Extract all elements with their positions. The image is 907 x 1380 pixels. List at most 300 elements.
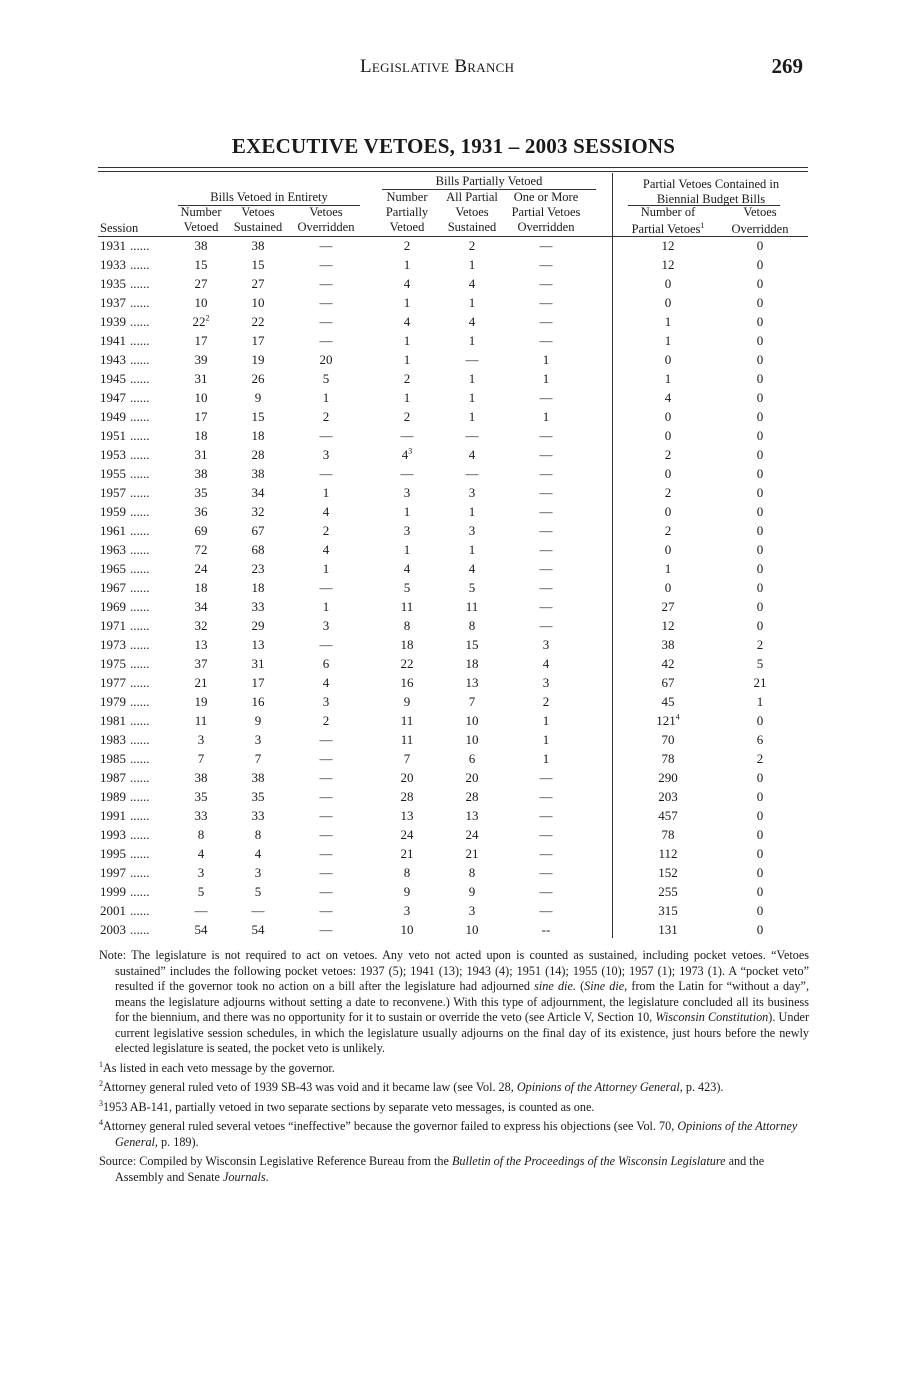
table-row — [0, 540, 907, 559]
budget-vetoes-overridden-cell — [728, 616, 792, 635]
vetoes-sustained-cell-value: 4 — [254, 846, 262, 861]
budget-partial-vetoes-cell-value: 0 — [664, 542, 672, 557]
vetoes-sustained-cell — [232, 825, 284, 844]
session-year: 1933 — [100, 257, 126, 272]
budget-partial-vetoes-cell-value: 38 — [661, 637, 675, 652]
vetoes-sustained-cell — [232, 920, 284, 939]
number-vetoed-cell-value: 31 — [194, 447, 208, 462]
budget-partial-vetoes-cell — [626, 540, 710, 559]
number-partially-vetoed-cell — [384, 882, 430, 901]
footnote-mark: 3 — [408, 446, 413, 456]
vetoes-sustained-cell-value: 33 — [251, 808, 265, 823]
number-partially-vetoed-cell-value: 1 — [403, 352, 411, 367]
vetoes-overridden-cell-value: 3 — [322, 447, 330, 462]
notes-section — [99, 948, 809, 1189]
number-vetoed-cell-value: 7 — [197, 751, 205, 766]
number-partially-vetoed-cell-value: 8 — [403, 618, 411, 633]
vetoes-overridden-cell-value: — — [319, 732, 333, 747]
all-partial-sustained-cell — [444, 559, 500, 578]
session-cell — [100, 673, 178, 692]
header-entirety-group: Bills Vetoed in Entirety — [210, 190, 328, 204]
budget-vetoes-overridden-cell — [728, 464, 792, 483]
vetoes-overridden-cell-value: 3 — [322, 618, 330, 633]
budget-vetoes-overridden-cell — [728, 844, 792, 863]
partial-overridden-cell — [514, 483, 578, 502]
budget-vetoes-overridden-cell-value: 0 — [756, 390, 764, 405]
all-partial-sustained-cell-value: 4 — [468, 447, 476, 462]
budget-vetoes-overridden-cell-value: 0 — [756, 599, 764, 614]
budget-partial-vetoes-cell — [626, 426, 710, 445]
number-vetoed-cell — [176, 901, 226, 920]
number-partially-vetoed-cell-value: 3 — [403, 485, 411, 500]
vetoes-sustained-cell-value: 38 — [251, 466, 265, 481]
session-leader-dots: ...... — [130, 238, 150, 253]
number-vetoed-cell-value: 22 — [192, 314, 206, 329]
budget-vetoes-overridden-cell-value: 2 — [756, 751, 764, 766]
session-leader-dots: ...... — [130, 561, 150, 576]
budget-vetoes-overridden-cell-value: 0 — [756, 580, 764, 595]
source-text-b: Bulletin of the Proceedings of the Wisconsin Legislature — [451, 1154, 726, 1168]
partial-overridden-cell — [514, 711, 578, 730]
partial-overridden-cell-value: — — [539, 542, 553, 557]
session-year: 1941 — [100, 333, 126, 348]
all-partial-sustained-cell — [444, 635, 500, 654]
partial-overridden-cell-value: — — [539, 428, 553, 443]
vetoes-sustained-cell-value: 9 — [254, 390, 262, 405]
footnote-4-text-a: Attorney general ruled several vetoes “ineffective” because the governor failed to express his objections (see Vol. 70, — [103, 1119, 678, 1133]
vetoes-sustained-cell — [232, 559, 284, 578]
vetoes-sustained-cell — [232, 521, 284, 540]
number-partially-vetoed-cell — [384, 464, 430, 483]
vetoes-overridden-cell-value: 4 — [322, 542, 330, 557]
session-leader-dots: ...... — [130, 390, 150, 405]
budget-vetoes-overridden-cell-value: 0 — [756, 884, 764, 899]
number-partially-vetoed-cell — [384, 863, 430, 882]
number-partially-vetoed-cell-value: 3 — [403, 523, 411, 538]
session-cell — [100, 331, 178, 350]
table-row — [0, 255, 907, 274]
budget-vetoes-overridden-cell-value: 0 — [756, 276, 764, 291]
partial-overridden-cell-value: 3 — [542, 675, 550, 690]
partial-overridden-cell — [514, 578, 578, 597]
all-partial-sustained-cell-value: 18 — [465, 656, 479, 671]
partial-overridden-cell — [514, 920, 578, 939]
budget-partial-vetoes-cell — [626, 673, 710, 692]
vetoes-overridden-cell — [296, 407, 356, 426]
vetoes-overridden-cell — [296, 445, 356, 464]
partial-overridden-cell — [514, 901, 578, 920]
vetoes-sustained-cell — [232, 787, 284, 806]
vetoes-overridden-cell-value: — — [319, 238, 333, 253]
table-row — [0, 426, 907, 445]
table-row — [0, 768, 907, 787]
general-note — [99, 948, 809, 1057]
budget-partial-vetoes-cell-value: 78 — [661, 827, 675, 842]
number-vetoed-cell — [176, 673, 226, 692]
budget-vetoes-overridden-cell — [728, 559, 792, 578]
budget-partial-vetoes-cell — [626, 388, 710, 407]
all-partial-sustained-cell — [444, 236, 500, 255]
number-partially-vetoed-cell-value: 1 — [403, 542, 411, 557]
all-partial-sustained-cell-value: 1 — [468, 542, 476, 557]
vetoes-overridden-cell-value: — — [319, 314, 333, 329]
all-partial-sustained-cell — [444, 806, 500, 825]
number-partially-vetoed-cell — [384, 578, 430, 597]
source-note — [99, 1154, 809, 1185]
session-cell — [100, 426, 178, 445]
number-vetoed-cell — [176, 616, 226, 635]
session-leader-dots: ...... — [130, 656, 150, 671]
vetoes-overridden-cell-value: — — [319, 637, 333, 652]
number-partially-vetoed-cell-value: 1 — [403, 504, 411, 519]
budget-vetoes-overridden-cell-value: 0 — [756, 314, 764, 329]
vetoes-sustained-cell — [232, 540, 284, 559]
table-row — [0, 464, 907, 483]
session-cell — [100, 255, 178, 274]
partial-overridden-cell — [514, 730, 578, 749]
vetoes-sustained-cell-value: 23 — [251, 561, 265, 576]
budget-vetoes-overridden-cell-value: 0 — [756, 770, 764, 785]
partial-overridden-cell — [514, 540, 578, 559]
budget-vetoes-overridden-cell — [728, 369, 792, 388]
vetoes-sustained-cell-value: 54 — [251, 922, 265, 937]
session-leader-dots: ...... — [130, 447, 150, 462]
number-partially-vetoed-cell — [384, 502, 430, 521]
budget-vetoes-overridden-cell-value: 0 — [756, 789, 764, 804]
session-leader-dots: ...... — [130, 409, 150, 424]
number-partially-vetoed-cell-value: 4 — [401, 447, 409, 462]
number-vetoed-cell — [176, 312, 226, 331]
budget-partial-vetoes-cell-value: 0 — [664, 466, 672, 481]
session-cell — [100, 369, 178, 388]
header-budget-line1: Partial Vetoes Contained in — [642, 177, 780, 191]
note-text-e: from the Latin for “without a day”, means the legislature adjourns without setting a date to reconvene.) With this type of adjournment, the legislature concluded all its business for the biennium, and there was no opportunity for it to sustain or override the veto (see Article V, Section 10, — [115, 979, 810, 1024]
vetoes-overridden-cell-value: — — [319, 333, 333, 348]
session-year: 1955 — [100, 466, 126, 481]
all-partial-sustained-cell-value: 1 — [468, 371, 476, 386]
budget-vetoes-overridden-cell-value: 5 — [756, 656, 764, 671]
budget-partial-vetoes-cell — [626, 597, 710, 616]
vetoes-overridden-cell-value: 4 — [322, 675, 330, 690]
budget-vetoes-overridden-cell-value: 1 — [756, 694, 764, 709]
number-partially-vetoed-cell — [384, 673, 430, 692]
vetoes-sustained-cell — [232, 350, 284, 369]
budget-partial-vetoes-cell-value: 0 — [664, 409, 672, 424]
page-number: 269 — [771, 54, 803, 78]
budget-vetoes-overridden-cell-value: 0 — [756, 238, 764, 253]
budget-vetoes-overridden-cell-value: 21 — [753, 675, 767, 690]
header-pv-2-text: Partial Vetoes — [631, 222, 701, 236]
budget-vetoes-overridden-cell — [728, 825, 792, 844]
vetoes-sustained-cell-value: 31 — [251, 656, 265, 671]
budget-partial-vetoes-cell-value: 4 — [664, 390, 672, 405]
partial-overridden-cell — [514, 597, 578, 616]
vetoes-overridden-cell — [296, 920, 356, 939]
vetoes-overridden-cell — [296, 901, 356, 920]
vetoes-sustained-cell — [232, 445, 284, 464]
session-cell — [100, 236, 178, 255]
table-row — [0, 882, 907, 901]
all-partial-sustained-cell — [444, 388, 500, 407]
session-year: 1967 — [100, 580, 126, 595]
number-partially-vetoed-cell — [384, 350, 430, 369]
partial-overridden-cell — [514, 464, 578, 483]
table-row — [0, 597, 907, 616]
budget-partial-vetoes-cell — [626, 806, 710, 825]
session-leader-dots: ...... — [130, 713, 150, 728]
partial-overridden-cell — [514, 502, 578, 521]
number-vetoed-cell-value: 24 — [194, 561, 208, 576]
all-partial-sustained-cell — [444, 673, 500, 692]
session-cell — [100, 749, 178, 768]
vetoes-sustained-cell — [232, 863, 284, 882]
partial-overridden-cell-value: — — [539, 808, 553, 823]
vetoes-overridden-cell-value: — — [319, 257, 333, 272]
vetoes-overridden-cell — [296, 464, 356, 483]
partial-overridden-cell-value: — — [539, 580, 553, 595]
header-vo-2: Overridden — [297, 220, 355, 234]
number-vetoed-cell — [176, 350, 226, 369]
partial-overridden-cell — [514, 312, 578, 331]
number-partially-vetoed-cell-value: 11 — [400, 713, 414, 728]
all-partial-sustained-cell — [444, 882, 500, 901]
partial-overridden-cell-value: — — [539, 447, 553, 462]
all-partial-sustained-cell — [444, 597, 500, 616]
budget-partial-vetoes-cell — [626, 692, 710, 711]
note-text-g: ). Under current legislative session schedules, in which the legislature usually adjourns on the final day of its existence, just hours before the newly elected legislature is seated, the pocket veto is unlikely. — [115, 1010, 810, 1055]
budget-partial-vetoes-cell — [626, 578, 710, 597]
all-partial-sustained-cell — [444, 502, 500, 521]
session-cell — [100, 464, 178, 483]
number-vetoed-cell — [176, 559, 226, 578]
table-row — [0, 407, 907, 426]
vetoes-overridden-cell — [296, 806, 356, 825]
vetoes-sustained-cell — [232, 502, 284, 521]
number-vetoed-cell — [176, 635, 226, 654]
number-partially-vetoed-cell — [384, 692, 430, 711]
budget-vetoes-overridden-cell — [728, 236, 792, 255]
number-partially-vetoed-cell-value: 10 — [400, 922, 414, 937]
vetoes-sustained-cell-value: 27 — [251, 276, 265, 291]
vetoes-overridden-cell — [296, 692, 356, 711]
all-partial-sustained-cell-value: 1 — [468, 504, 476, 519]
header-pv-1: Number of — [640, 205, 696, 219]
partial-overridden-cell-value: — — [539, 903, 553, 918]
budget-vetoes-overridden-cell — [728, 350, 792, 369]
vetoes-sustained-cell — [232, 388, 284, 407]
partial-overridden-cell — [514, 787, 578, 806]
header-ap-1: All Partial — [446, 190, 498, 204]
session-leader-dots: ...... — [130, 789, 150, 804]
vetoes-sustained-cell-value: 15 — [251, 257, 265, 272]
session-year: 1995 — [100, 846, 126, 861]
session-year: 1935 — [100, 276, 126, 291]
all-partial-sustained-cell-value: 28 — [465, 789, 479, 804]
budget-vetoes-overridden-cell-value: 0 — [756, 827, 764, 842]
vetoes-overridden-cell — [296, 730, 356, 749]
session-cell — [100, 635, 178, 654]
source-text-e: . — [265, 1169, 269, 1184]
session-cell — [100, 863, 178, 882]
vetoes-sustained-cell-value: 17 — [251, 675, 265, 690]
all-partial-sustained-cell — [444, 901, 500, 920]
vetoes-sustained-cell-value: 3 — [254, 732, 262, 747]
number-partially-vetoed-cell-value: 1 — [403, 257, 411, 272]
session-leader-dots: ...... — [130, 371, 150, 386]
number-partially-vetoed-cell — [384, 901, 430, 920]
vetoes-sustained-cell — [232, 464, 284, 483]
vetoes-overridden-cell — [296, 844, 356, 863]
vetoes-sustained-cell — [232, 901, 284, 920]
table-row — [0, 730, 907, 749]
vetoes-sustained-cell-value: 13 — [251, 637, 265, 652]
number-vetoed-cell — [176, 464, 226, 483]
vetoes-sustained-cell — [232, 616, 284, 635]
budget-vetoes-overridden-cell — [728, 768, 792, 787]
budget-partial-vetoes-cell-value: 315 — [658, 903, 678, 918]
number-partially-vetoed-cell — [384, 388, 430, 407]
vetoes-sustained-cell-value: 17 — [251, 333, 265, 348]
number-partially-vetoed-cell-value: 7 — [403, 751, 411, 766]
vetoes-overridden-cell — [296, 597, 356, 616]
number-partially-vetoed-cell — [384, 825, 430, 844]
header-vs-1: Vetoes — [241, 205, 275, 219]
number-partially-vetoed-cell — [384, 635, 430, 654]
number-vetoed-cell — [176, 711, 226, 730]
all-partial-sustained-cell — [444, 407, 500, 426]
vetoes-overridden-cell — [296, 255, 356, 274]
number-vetoed-cell — [176, 749, 226, 768]
number-vetoed-cell-value: 35 — [194, 789, 208, 804]
vetoes-sustained-cell — [232, 312, 284, 331]
number-partially-vetoed-cell-value: 11 — [400, 599, 414, 614]
table-row — [0, 483, 907, 502]
vetoes-overridden-cell — [296, 521, 356, 540]
budget-partial-vetoes-cell-value: 0 — [664, 428, 672, 443]
vetoes-overridden-cell-value: 2 — [322, 523, 330, 538]
partial-overridden-cell-value: — — [539, 884, 553, 899]
session-leader-dots: ...... — [130, 618, 150, 633]
all-partial-sustained-cell-value: 21 — [465, 846, 479, 861]
budget-partial-vetoes-cell-value: 0 — [664, 276, 672, 291]
budget-vetoes-overridden-cell — [728, 654, 792, 673]
vetoes-overridden-cell-value: 1 — [322, 599, 330, 614]
all-partial-sustained-cell — [444, 483, 500, 502]
vetoes-overridden-cell-value: — — [319, 884, 333, 899]
number-partially-vetoed-cell-value: 4 — [403, 314, 411, 329]
number-partially-vetoed-cell — [384, 654, 430, 673]
partial-overridden-cell-value: — — [539, 257, 553, 272]
table-row — [0, 369, 907, 388]
session-cell — [100, 521, 178, 540]
number-partially-vetoed-cell — [384, 749, 430, 768]
budget-partial-vetoes-cell — [626, 635, 710, 654]
session-cell — [100, 388, 178, 407]
all-partial-sustained-cell — [444, 464, 500, 483]
all-partial-sustained-cell-value: 10 — [465, 732, 479, 747]
vetoes-sustained-cell-value: 22 — [251, 314, 265, 329]
source-text-c: and the Assembly and Senate — [115, 1154, 765, 1184]
partial-overridden-cell-value: — — [539, 846, 553, 861]
all-partial-sustained-cell-value: 1 — [468, 390, 476, 405]
vetoes-sustained-cell-value: 32 — [251, 504, 265, 519]
header-om-1: One or More — [513, 190, 579, 204]
session-year: 1949 — [100, 409, 126, 424]
session-leader-dots: ...... — [130, 466, 150, 481]
session-cell — [100, 502, 178, 521]
header-pv-2 — [622, 222, 714, 237]
number-partially-vetoed-cell — [384, 711, 430, 730]
vetoes-overridden-cell-value: — — [319, 865, 333, 880]
footnote-4-text-c: p. 189). — [157, 1134, 199, 1149]
top-rule — [98, 167, 808, 168]
budget-partial-vetoes-cell-value: 27 — [661, 599, 675, 614]
vetoes-overridden-cell-value: 5 — [322, 371, 330, 386]
budget-vetoes-overridden-cell-value: 0 — [756, 257, 764, 272]
table-row — [0, 293, 907, 312]
all-partial-sustained-cell-value: 5 — [468, 580, 476, 595]
vetoes-sustained-cell — [232, 483, 284, 502]
number-vetoed-cell — [176, 920, 226, 939]
budget-partial-vetoes-cell-value: 12 — [661, 618, 675, 633]
number-vetoed-cell — [176, 407, 226, 426]
budget-partial-vetoes-cell — [626, 255, 710, 274]
budget-vetoes-overridden-cell — [728, 293, 792, 312]
budget-partial-vetoes-cell-value: 1 — [664, 371, 672, 386]
number-vetoed-cell-value: 31 — [194, 371, 208, 386]
budget-partial-vetoes-cell-value: 2 — [664, 523, 672, 538]
number-partially-vetoed-cell-value: 9 — [403, 694, 411, 709]
number-partially-vetoed-cell-value: 20 — [400, 770, 414, 785]
budget-vetoes-overridden-cell — [728, 483, 792, 502]
header-pvo-2: Overridden — [731, 222, 789, 236]
table-row — [0, 635, 907, 654]
header-vo-1: Vetoes — [309, 205, 343, 219]
budget-vetoes-overridden-cell — [728, 920, 792, 939]
budget-vetoes-overridden-cell-value: 0 — [756, 561, 764, 576]
budget-partial-vetoes-cell-value: 457 — [658, 808, 678, 823]
number-vetoed-cell — [176, 369, 226, 388]
vetoes-sustained-cell-value: 10 — [251, 295, 265, 310]
all-partial-sustained-cell-value: 1 — [468, 333, 476, 348]
vetoes-sustained-cell — [232, 654, 284, 673]
vetoes-sustained-cell-value: 16 — [251, 694, 265, 709]
partial-overridden-cell — [514, 635, 578, 654]
session-year: 1981 — [100, 713, 126, 728]
budget-vetoes-overridden-cell — [728, 882, 792, 901]
budget-vetoes-overridden-cell — [728, 711, 792, 730]
number-vetoed-cell — [176, 863, 226, 882]
table-row — [0, 673, 907, 692]
budget-partial-vetoes-cell — [626, 768, 710, 787]
table-row — [0, 825, 907, 844]
session-leader-dots: ...... — [130, 428, 150, 443]
running-head — [0, 56, 907, 82]
footnote-1 — [99, 1061, 809, 1077]
number-vetoed-cell-value: 3 — [197, 732, 205, 747]
budget-vetoes-overridden-cell-value: 0 — [756, 466, 764, 481]
vetoes-overridden-cell-value: — — [319, 751, 333, 766]
header-om-3: Overridden — [517, 220, 575, 234]
number-partially-vetoed-cell — [384, 768, 430, 787]
number-vetoed-cell-value: 54 — [194, 922, 208, 937]
all-partial-sustained-cell-value: 3 — [468, 903, 476, 918]
all-partial-sustained-cell — [444, 844, 500, 863]
budget-partial-vetoes-cell — [626, 863, 710, 882]
number-partially-vetoed-cell — [384, 787, 430, 806]
number-vetoed-cell — [176, 388, 226, 407]
table-row — [0, 901, 907, 920]
